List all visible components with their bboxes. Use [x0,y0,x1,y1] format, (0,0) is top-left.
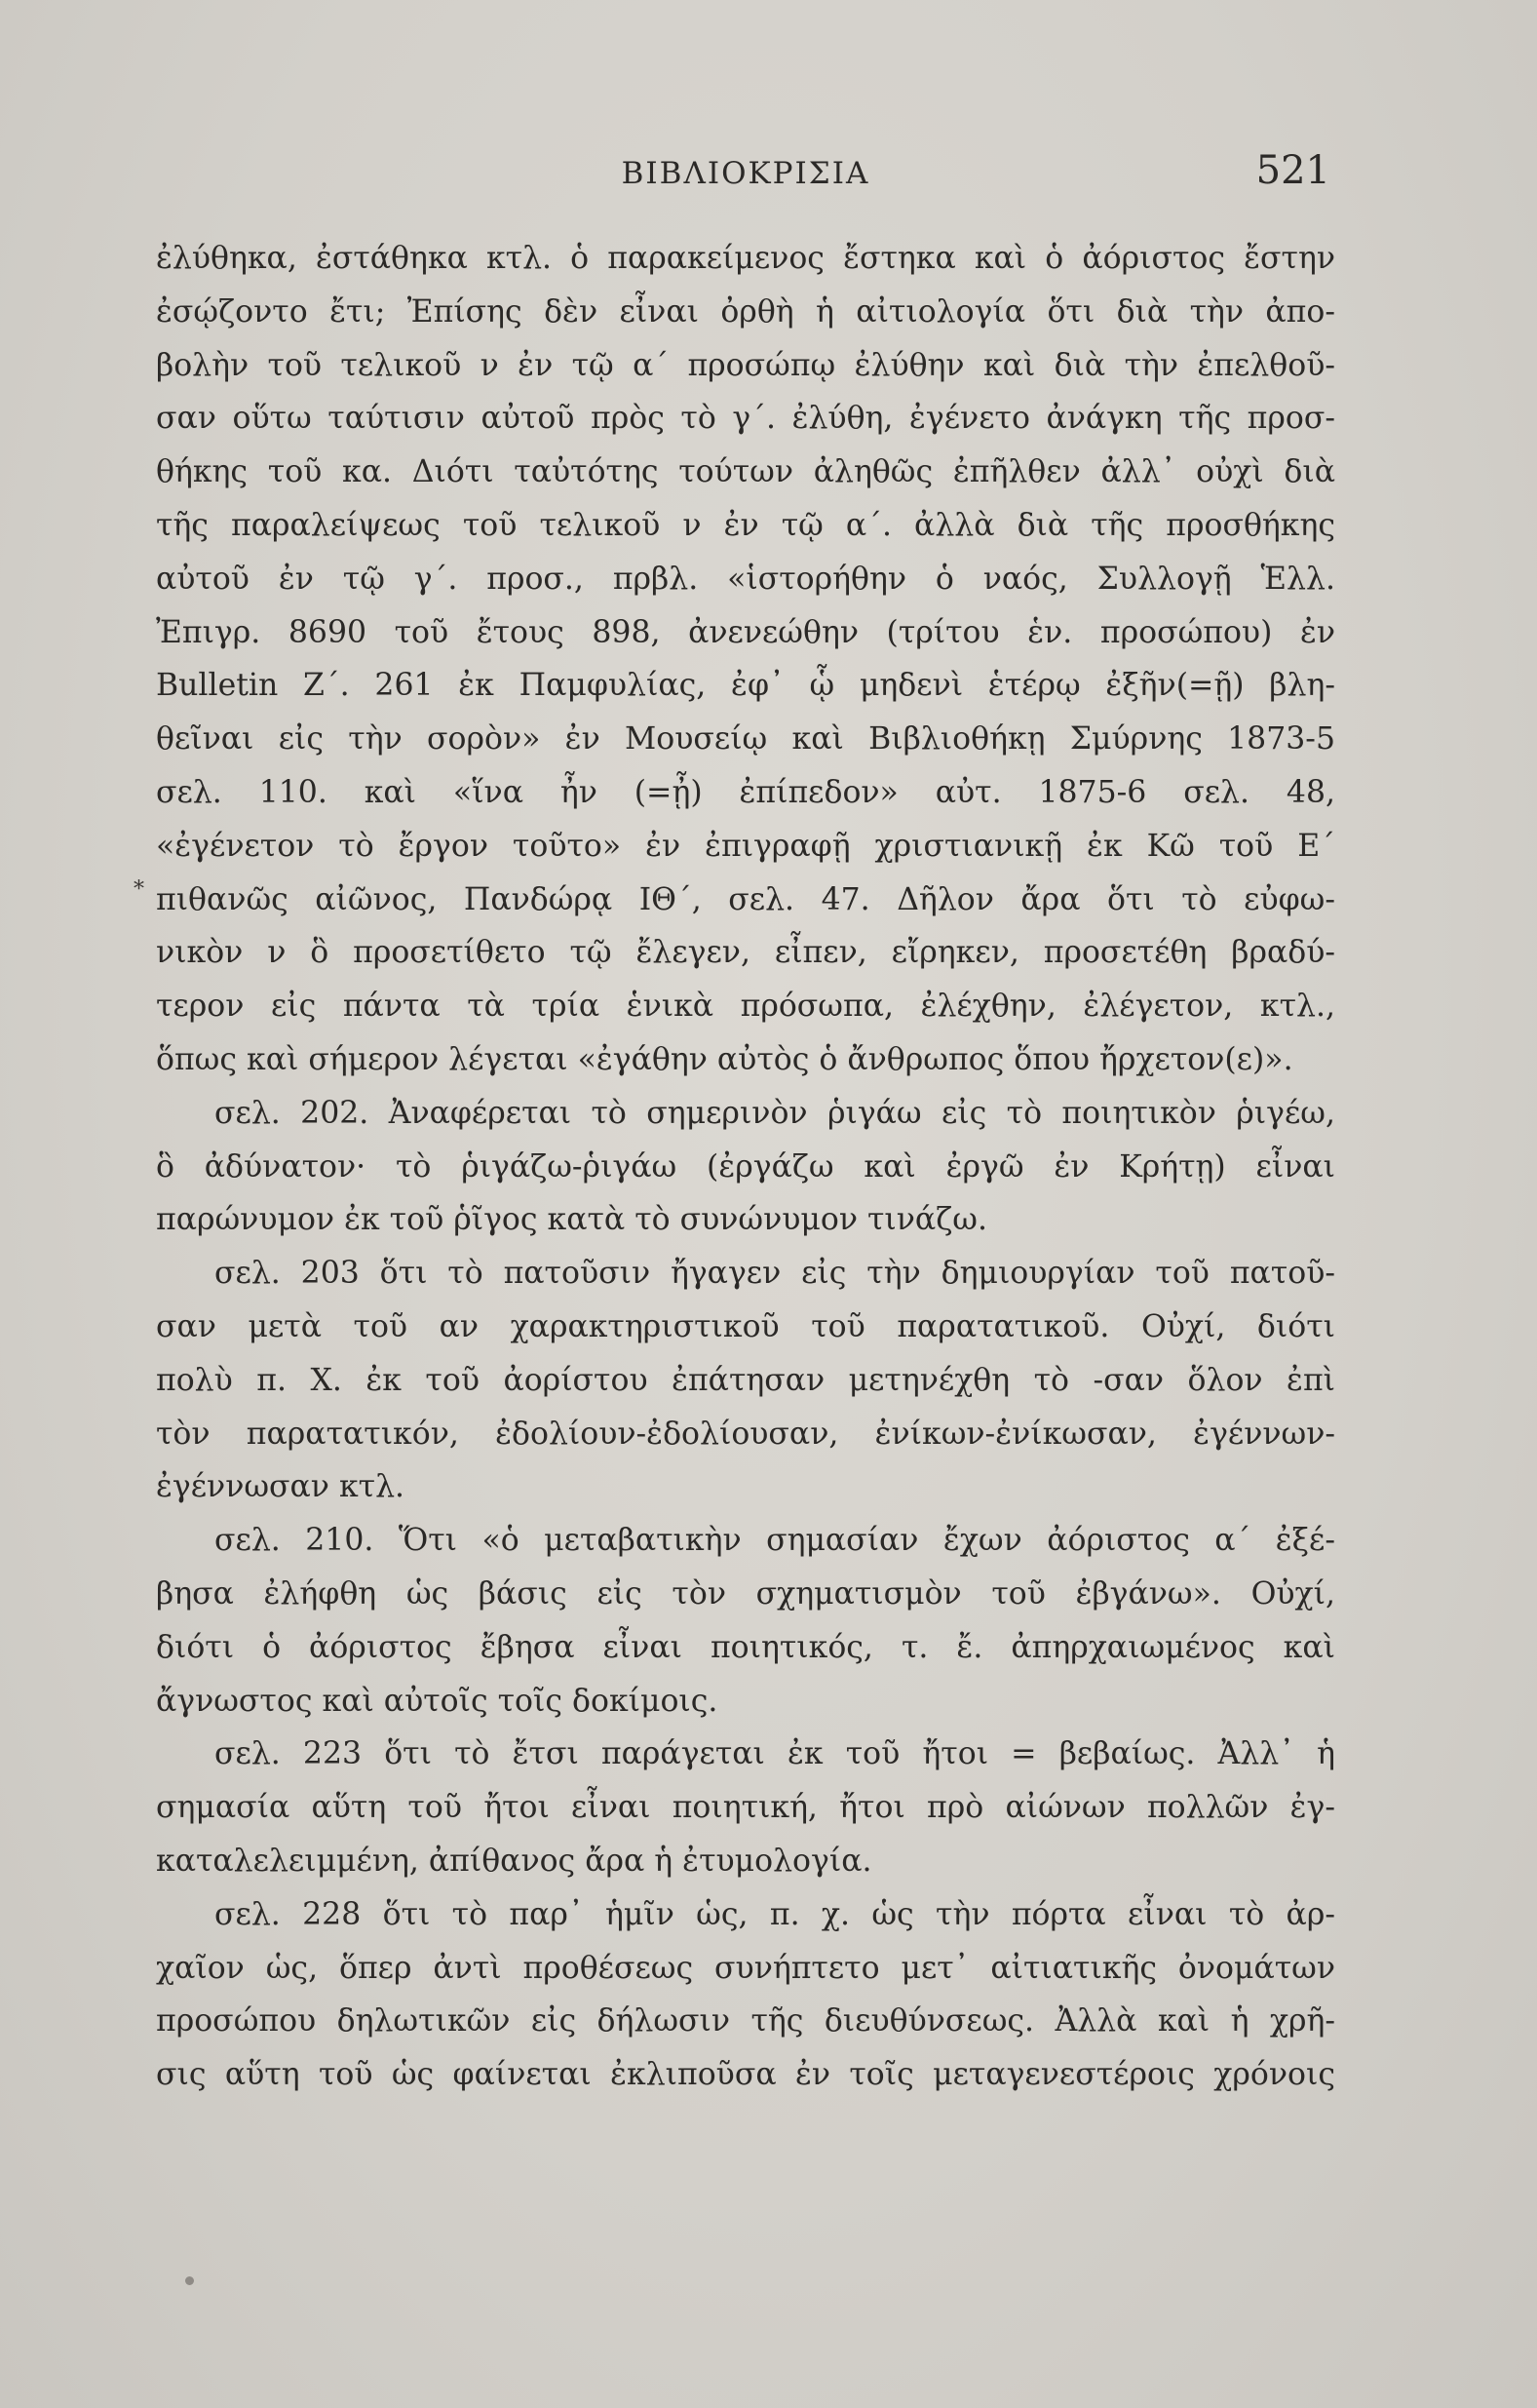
text-line: προσώπου δηλωτικῶν εἰς δήλωσιν τῆς διευθύνσεως. Ἀλλὰ καὶ ἡ χρῆ- [156,2003,1335,2039]
text-line: σαν οὕτω ταύτισιν αὐτοῦ πρὸς τὸ γ΄. ἐλύθη, ἐγένετο ἀνάγκη τῆς προσ- [156,401,1335,437]
text-line: σελ. 210. Ὅτι «ὁ μεταβατικὴν σημασίαν ἔχων ἀόριστος α΄ ἐξέ- [214,1523,1335,1559]
text-line: βησα ἐλήφθη ὡς βάσις εἰς τὸν σχηματισμὸν τοῦ ἐβγάνω». Οὐχί, [156,1575,1335,1612]
text-line: ἐσῴζοντο ἔτι; Ἐπίσης δὲν εἶναι ὀρθὴ ἡ αἰτιολογία ὅτι διὰ τὴν ἀπο- [156,293,1335,330]
ink-blot [185,2276,194,2285]
text-line: θεῖναι εἰς τὴν σορὸν» ἐν Μουσείῳ καὶ Βιβλιοθήκῃ Σμύρνης 1873-5 [156,721,1335,757]
page-header [161,148,1330,214]
text-line: παρώνυμον ἐκ τοῦ ῥῖγος κατὰ τὸ συνώνυμον τινάζω. [156,1202,987,1238]
text-line: αὐτοῦ ἐν τῷ γ΄. προσ., πρβλ. «ἱστορήθην ὁ ναός, Συλλογῇ Ἑλλ. [156,561,1335,597]
text-line: τὸν παρατατικόν, ἐδολίουν-ἐδολίουσαν, ἐνίκων-ἐνίκωσαν, ἐγέννων- [156,1416,1335,1452]
text-line: σελ. 202. Ἀναφέρεται τὸ σημερινὸν ῥιγάω εἰς τὸ ποιητικὸν ῥιγέω, [214,1095,1335,1131]
page-number: 521 [1255,148,1330,193]
text-line: σημασία αὕτη τοῦ ἤτοι εἶναι ποιητική, ἤτοι πρὸ αἰώνων πολλῶν ἐγ- [156,1790,1335,1826]
text-line: Ἐπιγρ. 8690 τοῦ ἔτους 898, ἀνενεώθην (τρίτου ἑν. προσώπου) ἐν [156,614,1335,650]
body-text [156,232,1335,2102]
text-line: σελ. 110. καὶ «ἵνα ἦν (=ᾖ) ἐπίπεδον» αὐτ. 1875-6 σελ. 48, [156,774,1335,810]
text-line: πολὺ π. Χ. ἐκ τοῦ ἀορίστου ἐπάτησαν μετηνέχθη τὸ -σαν ὅλον ἐπὶ [156,1362,1335,1398]
text-line: ἄγνωστος καὶ αὐτοῖς τοῖς δοκίμοις. [156,1683,718,1719]
text-line: τῆς παραλείψεως τοῦ τελικοῦ ν ἐν τῷ α΄. ἀλλὰ διὰ τῆς προσθήκης [156,507,1335,543]
text-line: ὃ ἀδύνατον· τὸ ῥιγάζω-ῥιγάω (ἐργάζω καὶ ἐργῶ ἐν Κρήτῃ) εἶναι [156,1148,1335,1185]
text-line: χαῖον ὡς, ὅπερ ἀντὶ προθέσεως συνήπτετο μετ᾽ αἰτιατικῆς ὀνομάτων [156,1950,1335,1986]
text-line: σαν μετὰ τοῦ αν χαρακτηριστικοῦ τοῦ παρατατικοῦ. Οὐχί, διότι [156,1308,1335,1344]
text-line: σις αὕτη τοῦ ὡς φαίνεται ἐκλιποῦσα ἐν τοῖς μεταγενεστέροις χρόνοις [156,2057,1335,2093]
text-line: ἐγέννωσαν κτλ. [156,1469,405,1505]
text-line: Bulletin Z΄. 261 ἐκ Παμφυλίας, ἐφ᾽ ᾧ μηδενὶ ἑτέρῳ ἐξῆν(=ῇ) βλη- [156,668,1335,704]
text-line: σελ. 228 ὅτι τὸ παρ᾽ ἡμῖν ὡς, π. χ. ὡς τὴν πόρτα εἶναι τὸ ἀρ- [214,1896,1335,1932]
text-line: σελ. 223 ὅτι τὸ ἔτσι παράγεται ἐκ τοῦ ἤτοι = βεβαίως. Ἀλλ᾽ ἡ [214,1736,1335,1772]
text-line: διότι ὁ ἀόριστος ἔβησα εἶναι ποιητικός, τ. ἔ. ἀπηρχαιωμένος καὶ [156,1629,1335,1665]
text-line: ὅπως καὶ σήμερον λέγεται «ἐγάθην αὐτὸς ὁ ἄνθρωπος ὅπου ἤρχετον(ε)». [156,1041,1293,1077]
text-line: «ἐγένετον τὸ ἔργον τοῦτο» ἐν ἐπιγραφῇ χριστιανικῇ ἐκ Κῶ τοῦ Ε΄ [156,828,1335,864]
text-line: τερον εἰς πάντα τὰ τρία ἑνικὰ πρόσωπα, ἐλέχθην, ἐλέγετον, κτλ., [156,989,1335,1025]
text-line: καταλελειμμένη, ἀπίθανος ἄρα ἡ ἐτυμολογία. [156,1843,872,1879]
text-line: σελ. 203 ὅτι τὸ πατοῦσιν ἤγαγεν εἰς τὴν δημιουργίαν τοῦ πατοῦ- [214,1256,1335,1292]
text-line: βολὴν τοῦ τελικοῦ ν ἐν τῷ α΄ προσώπῳ ἐλύθην καὶ διὰ τὴν ἐπελθοῦ- [156,347,1335,383]
running-title: ΒΙΒΛΙΟΚΡΙΣΙΑ [621,156,870,191]
margin-mark: * [134,877,144,902]
text-line: νικὸν ν ὃ προσετίθετο τῷ ἔλεγεν, εἶπεν, εἴρηκεν, προσετέθη βραδύ- [156,935,1335,971]
text-line: θήκης τοῦ κα. Διότι ταὐτότης τούτων ἀληθῶς ἐπῆλθεν ἀλλ᾽ οὐχὶ διὰ [156,454,1335,490]
text-line: ἐλύθηκα, ἐστάθηκα κτλ. ὁ παρακείμενος ἔστηκα καὶ ὁ ἀόριστος ἔστην [156,241,1335,276]
text-line: πιθανῶς αἰῶνος, Πανδώρᾳ ΙΘ΄, σελ. 47. Δῆλον ἄρα ὅτι τὸ εὐφω- [156,881,1335,917]
